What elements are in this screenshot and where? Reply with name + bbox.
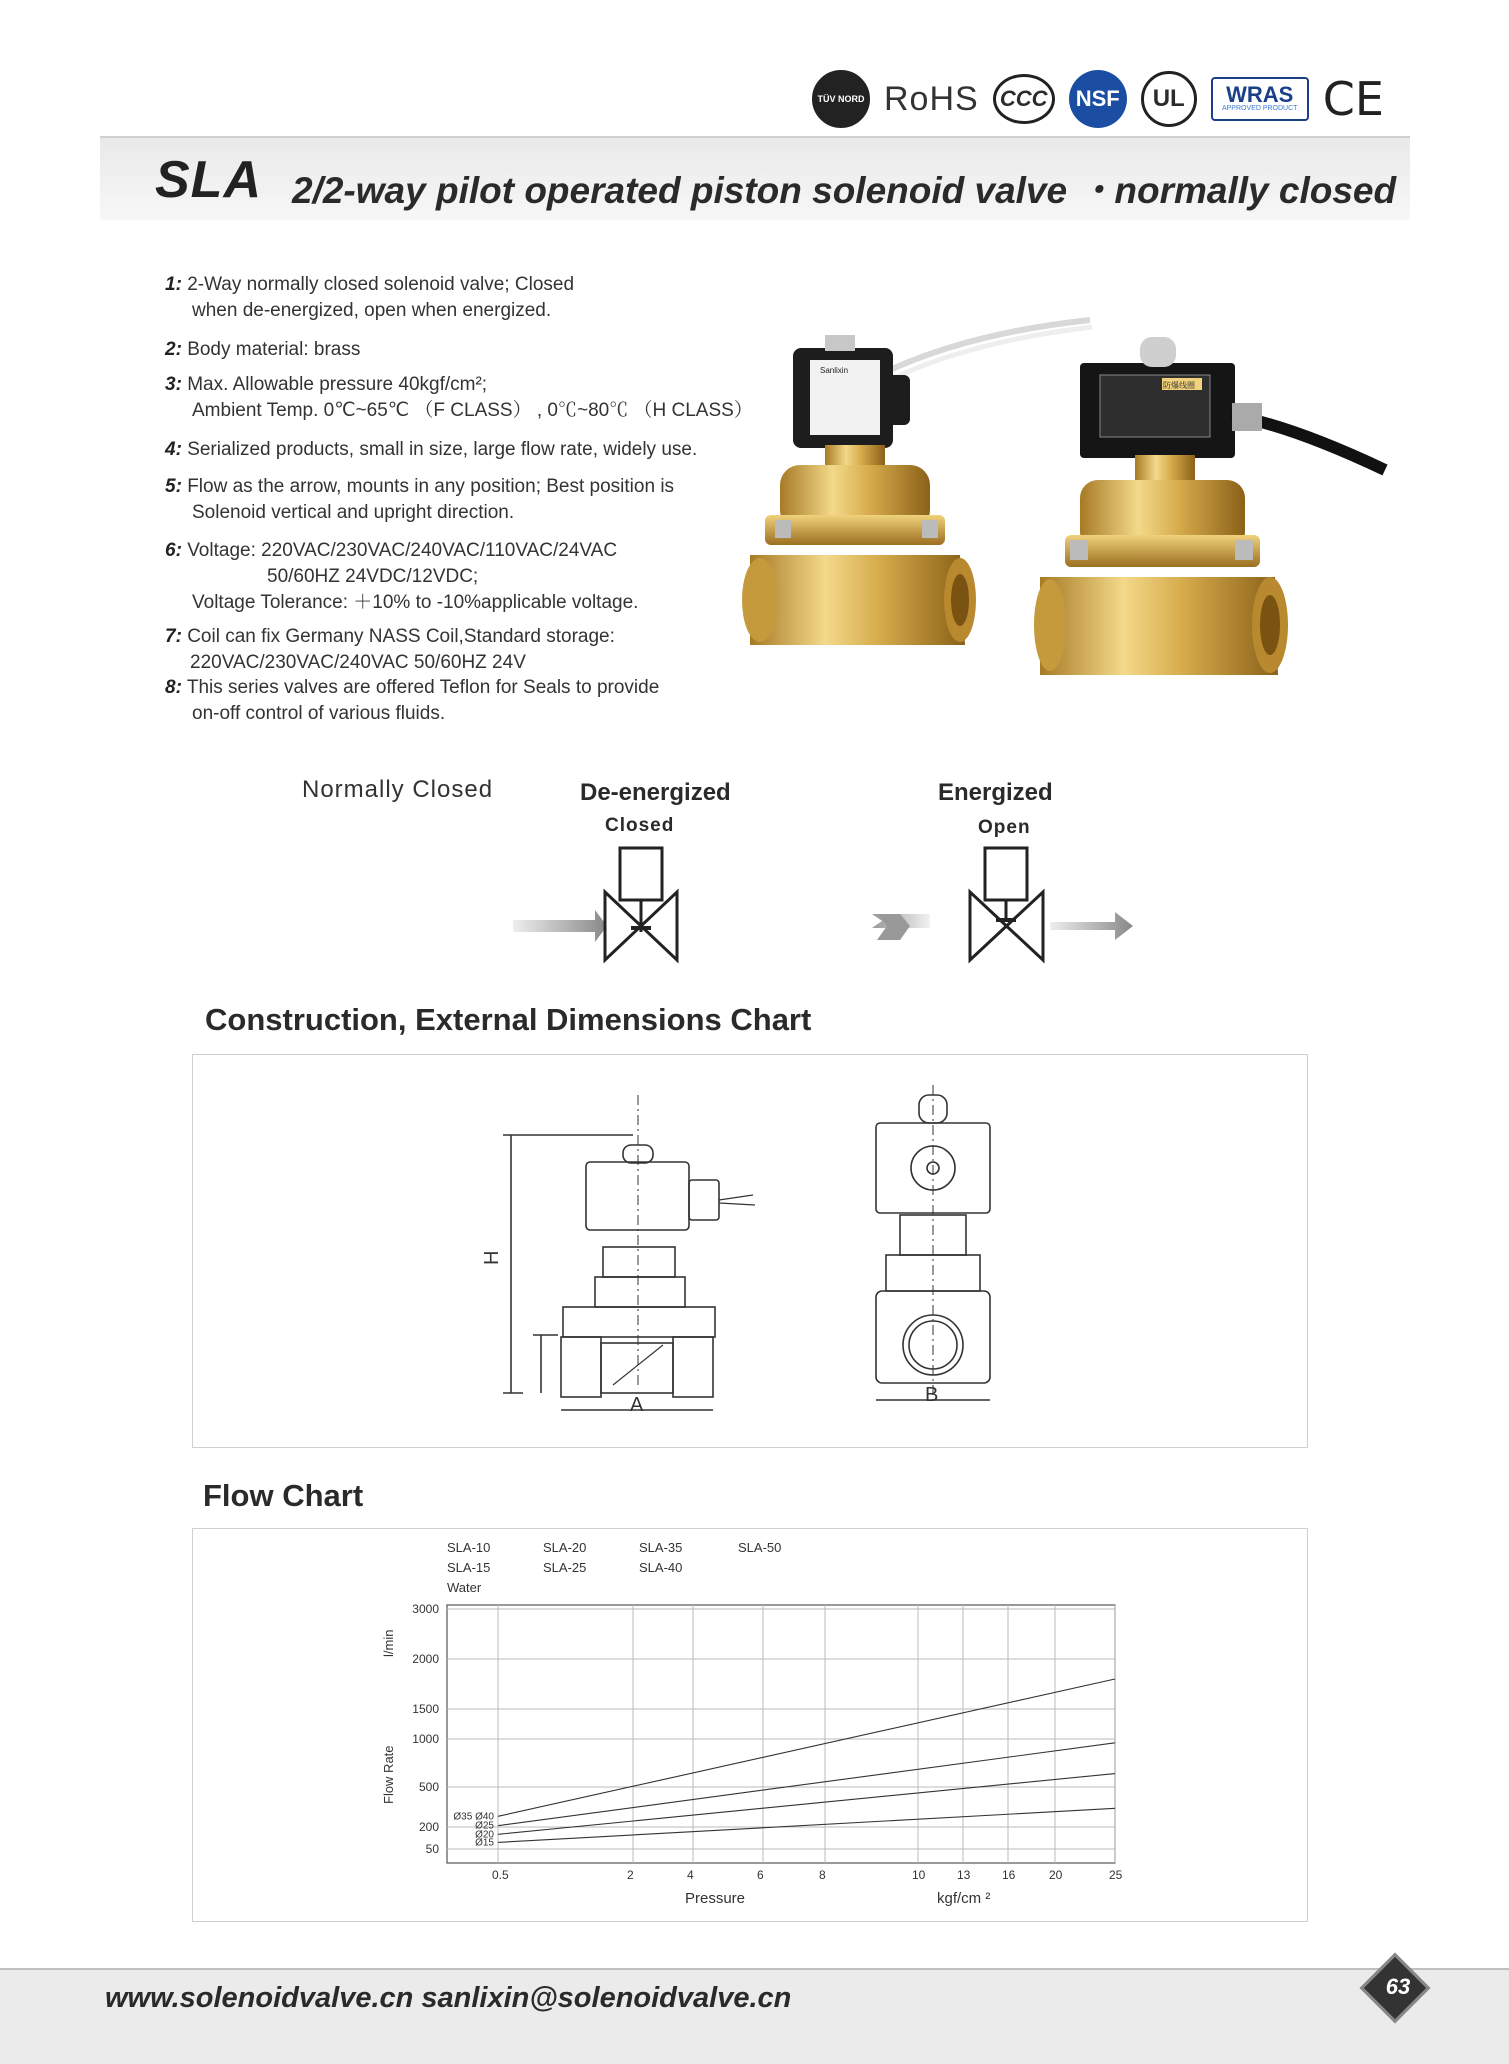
y-unit-label: l/min xyxy=(381,1629,396,1657)
feature-number: 8: xyxy=(165,677,182,698)
feature-number: 7: xyxy=(165,626,182,647)
feature-number: 2: xyxy=(165,339,182,360)
feature-number: 6: xyxy=(165,540,182,561)
y-tick-label: 50 xyxy=(425,1842,439,1856)
open-valve-symbol xyxy=(872,848,1133,960)
y-tick-label: 3000 xyxy=(412,1602,439,1616)
series-label: Ø25 xyxy=(475,1820,494,1832)
construction-drawing-box xyxy=(192,1054,1308,1448)
product-model: SLA xyxy=(155,151,262,209)
feature-6 xyxy=(165,538,765,616)
footer-contact[interactable]: www.solenoidvalve.cn sanlixin@solenoidvalve.cn xyxy=(105,1982,792,2014)
feature-line: Flow as the arrow, mounts in any position; Best position is xyxy=(187,476,675,497)
model-group-label: SLA-10 xyxy=(447,1540,491,1555)
feature-line: Serialized products, small in size, large flow rate, widely use. xyxy=(187,439,698,460)
construction-drawing xyxy=(193,1055,1307,1447)
wras-sublabel: APPROVED PRODUCT xyxy=(1221,105,1298,112)
x-tick-label: 25 xyxy=(1109,1868,1123,1882)
y-axis-label: Flow Rate xyxy=(381,1745,396,1804)
series-label: Ø35 Ø40 xyxy=(453,1811,494,1823)
feature-line: when de-energized, open when energized. xyxy=(192,300,552,321)
page-number: 63 xyxy=(1385,1974,1411,1999)
y-tick-label: 500 xyxy=(418,1780,439,1794)
feature-8 xyxy=(165,675,765,727)
x-tick-label: 16 xyxy=(1002,1868,1016,1882)
feature-line: Voltage Tolerance: ＋10% to -10%applicable voltage. xyxy=(192,592,639,613)
feature-line: Ambient Temp. 0℃~65℃ （F CLASS） , 0℃~80℃ （H CLASS） xyxy=(192,400,753,421)
nsf-logo: NSF xyxy=(1069,70,1127,128)
feature-number: 3: xyxy=(165,374,182,395)
x-tick-label: 6 xyxy=(757,1868,764,1882)
feature-line: Max. Allowable pressure 40kgf/cm²; xyxy=(187,374,488,395)
closed-valve-symbol xyxy=(513,848,677,960)
x-tick-label: 20 xyxy=(1049,1868,1063,1882)
dimension-a-label: A xyxy=(630,1394,644,1416)
model-group-label: SLA-50 xyxy=(738,1540,782,1555)
certification-logos xyxy=(812,64,1412,134)
tuv-logo xyxy=(812,70,870,128)
coil-brand-left: Sanlixin xyxy=(820,366,849,375)
valve-state-schematic xyxy=(505,840,1145,970)
feature-number: 4: xyxy=(165,439,182,460)
feature-2 xyxy=(165,337,765,363)
x-tick-label: 10 xyxy=(912,1868,926,1882)
rohs-logo: RoHS xyxy=(884,79,979,118)
tuv-label: TÜV NORD xyxy=(817,94,865,104)
dimension-b-label: B xyxy=(925,1384,939,1406)
series-label: Ø20 xyxy=(475,1829,494,1841)
energized-label: Energized xyxy=(938,779,1053,806)
feature-line: Body material: brass xyxy=(187,339,361,360)
feature-1 xyxy=(165,272,765,324)
coil-label-right: 防爆线圈 xyxy=(1163,381,1195,390)
dimension-h-label: H xyxy=(481,1250,503,1265)
feature-line: 50/60HZ 24VDC/12VDC; xyxy=(267,566,479,587)
ul-logo: UL xyxy=(1141,71,1197,127)
x-tick-label: 0.5 xyxy=(492,1868,509,1882)
feature-5 xyxy=(165,474,765,526)
x-unit-label: kgf/cm ² xyxy=(937,1890,991,1907)
feature-3 xyxy=(165,372,805,424)
feature-line: Solenoid vertical and upright direction. xyxy=(192,502,515,523)
feature-line: Voltage: 220VAC/230VAC/240VAC/110VAC/24VAC xyxy=(187,540,618,561)
fluid-label: Water xyxy=(447,1580,482,1595)
wras-logo xyxy=(1211,77,1309,121)
feature-number: 1: xyxy=(165,274,182,295)
y-tick-label: 200 xyxy=(418,1820,439,1834)
deenergized-label: De-energized xyxy=(580,779,731,806)
feature-7 xyxy=(165,624,765,676)
ce-logo: CE xyxy=(1322,72,1384,126)
x-tick-label: 4 xyxy=(687,1868,694,1882)
model-group-label: SLA-25 xyxy=(543,1560,587,1575)
plot-frame xyxy=(447,1605,1115,1863)
feature-line: on-off control of various fluids. xyxy=(192,703,446,724)
model-group-label: SLA-20 xyxy=(543,1540,587,1555)
chart-grid xyxy=(447,1605,1115,1863)
feature-line: This series valves are offered Teflon for Seals to provide xyxy=(186,677,660,698)
feature-line: Coil can fix Germany NASS Coil,Standard storage: xyxy=(187,626,615,647)
normally-closed-label: Normally Closed xyxy=(302,776,494,803)
feature-line: 2-Way normally closed solenoid valve; Closed xyxy=(187,274,575,295)
construction-heading: Construction, External Dimensions Chart xyxy=(205,1002,812,1037)
closed-label: Closed xyxy=(605,815,675,836)
open-label: Open xyxy=(978,817,1031,838)
feature-line: 220VAC/230VAC/240VAC 50/60HZ 24V xyxy=(190,652,526,673)
product-title: 2/2-way pilot operated piston solenoid valve ・normally closed xyxy=(292,170,1397,211)
x-tick-label: 8 xyxy=(819,1868,826,1882)
flow-chart xyxy=(193,1529,1307,1921)
series-line xyxy=(498,1679,1115,1816)
ccc-logo: CCC xyxy=(993,74,1055,124)
model-groups xyxy=(447,1540,781,1575)
feature-4 xyxy=(165,437,805,463)
x-tick-label: 13 xyxy=(957,1868,971,1882)
y-tick-label: 2000 xyxy=(412,1652,439,1666)
chart-tick-labels xyxy=(412,1602,1122,1882)
model-group-label: SLA-35 xyxy=(639,1540,683,1555)
y-tick-label: 1500 xyxy=(412,1702,439,1716)
product-photo xyxy=(730,315,1395,690)
flow-chart-heading: Flow Chart xyxy=(203,1478,364,1513)
y-tick-label: 1000 xyxy=(412,1732,439,1746)
model-group-label: SLA-40 xyxy=(639,1560,683,1575)
wras-label: WRAS xyxy=(1226,82,1294,107)
series-label: Ø15 xyxy=(475,1837,494,1849)
x-axis-label: Pressure xyxy=(685,1890,746,1907)
chart-series xyxy=(453,1679,1115,1848)
feature-number: 5: xyxy=(165,476,182,497)
valve-photo-right xyxy=(1034,337,1385,675)
flow-chart-box xyxy=(192,1528,1308,1922)
model-group-label: SLA-15 xyxy=(447,1560,491,1575)
x-tick-label: 2 xyxy=(627,1868,634,1882)
